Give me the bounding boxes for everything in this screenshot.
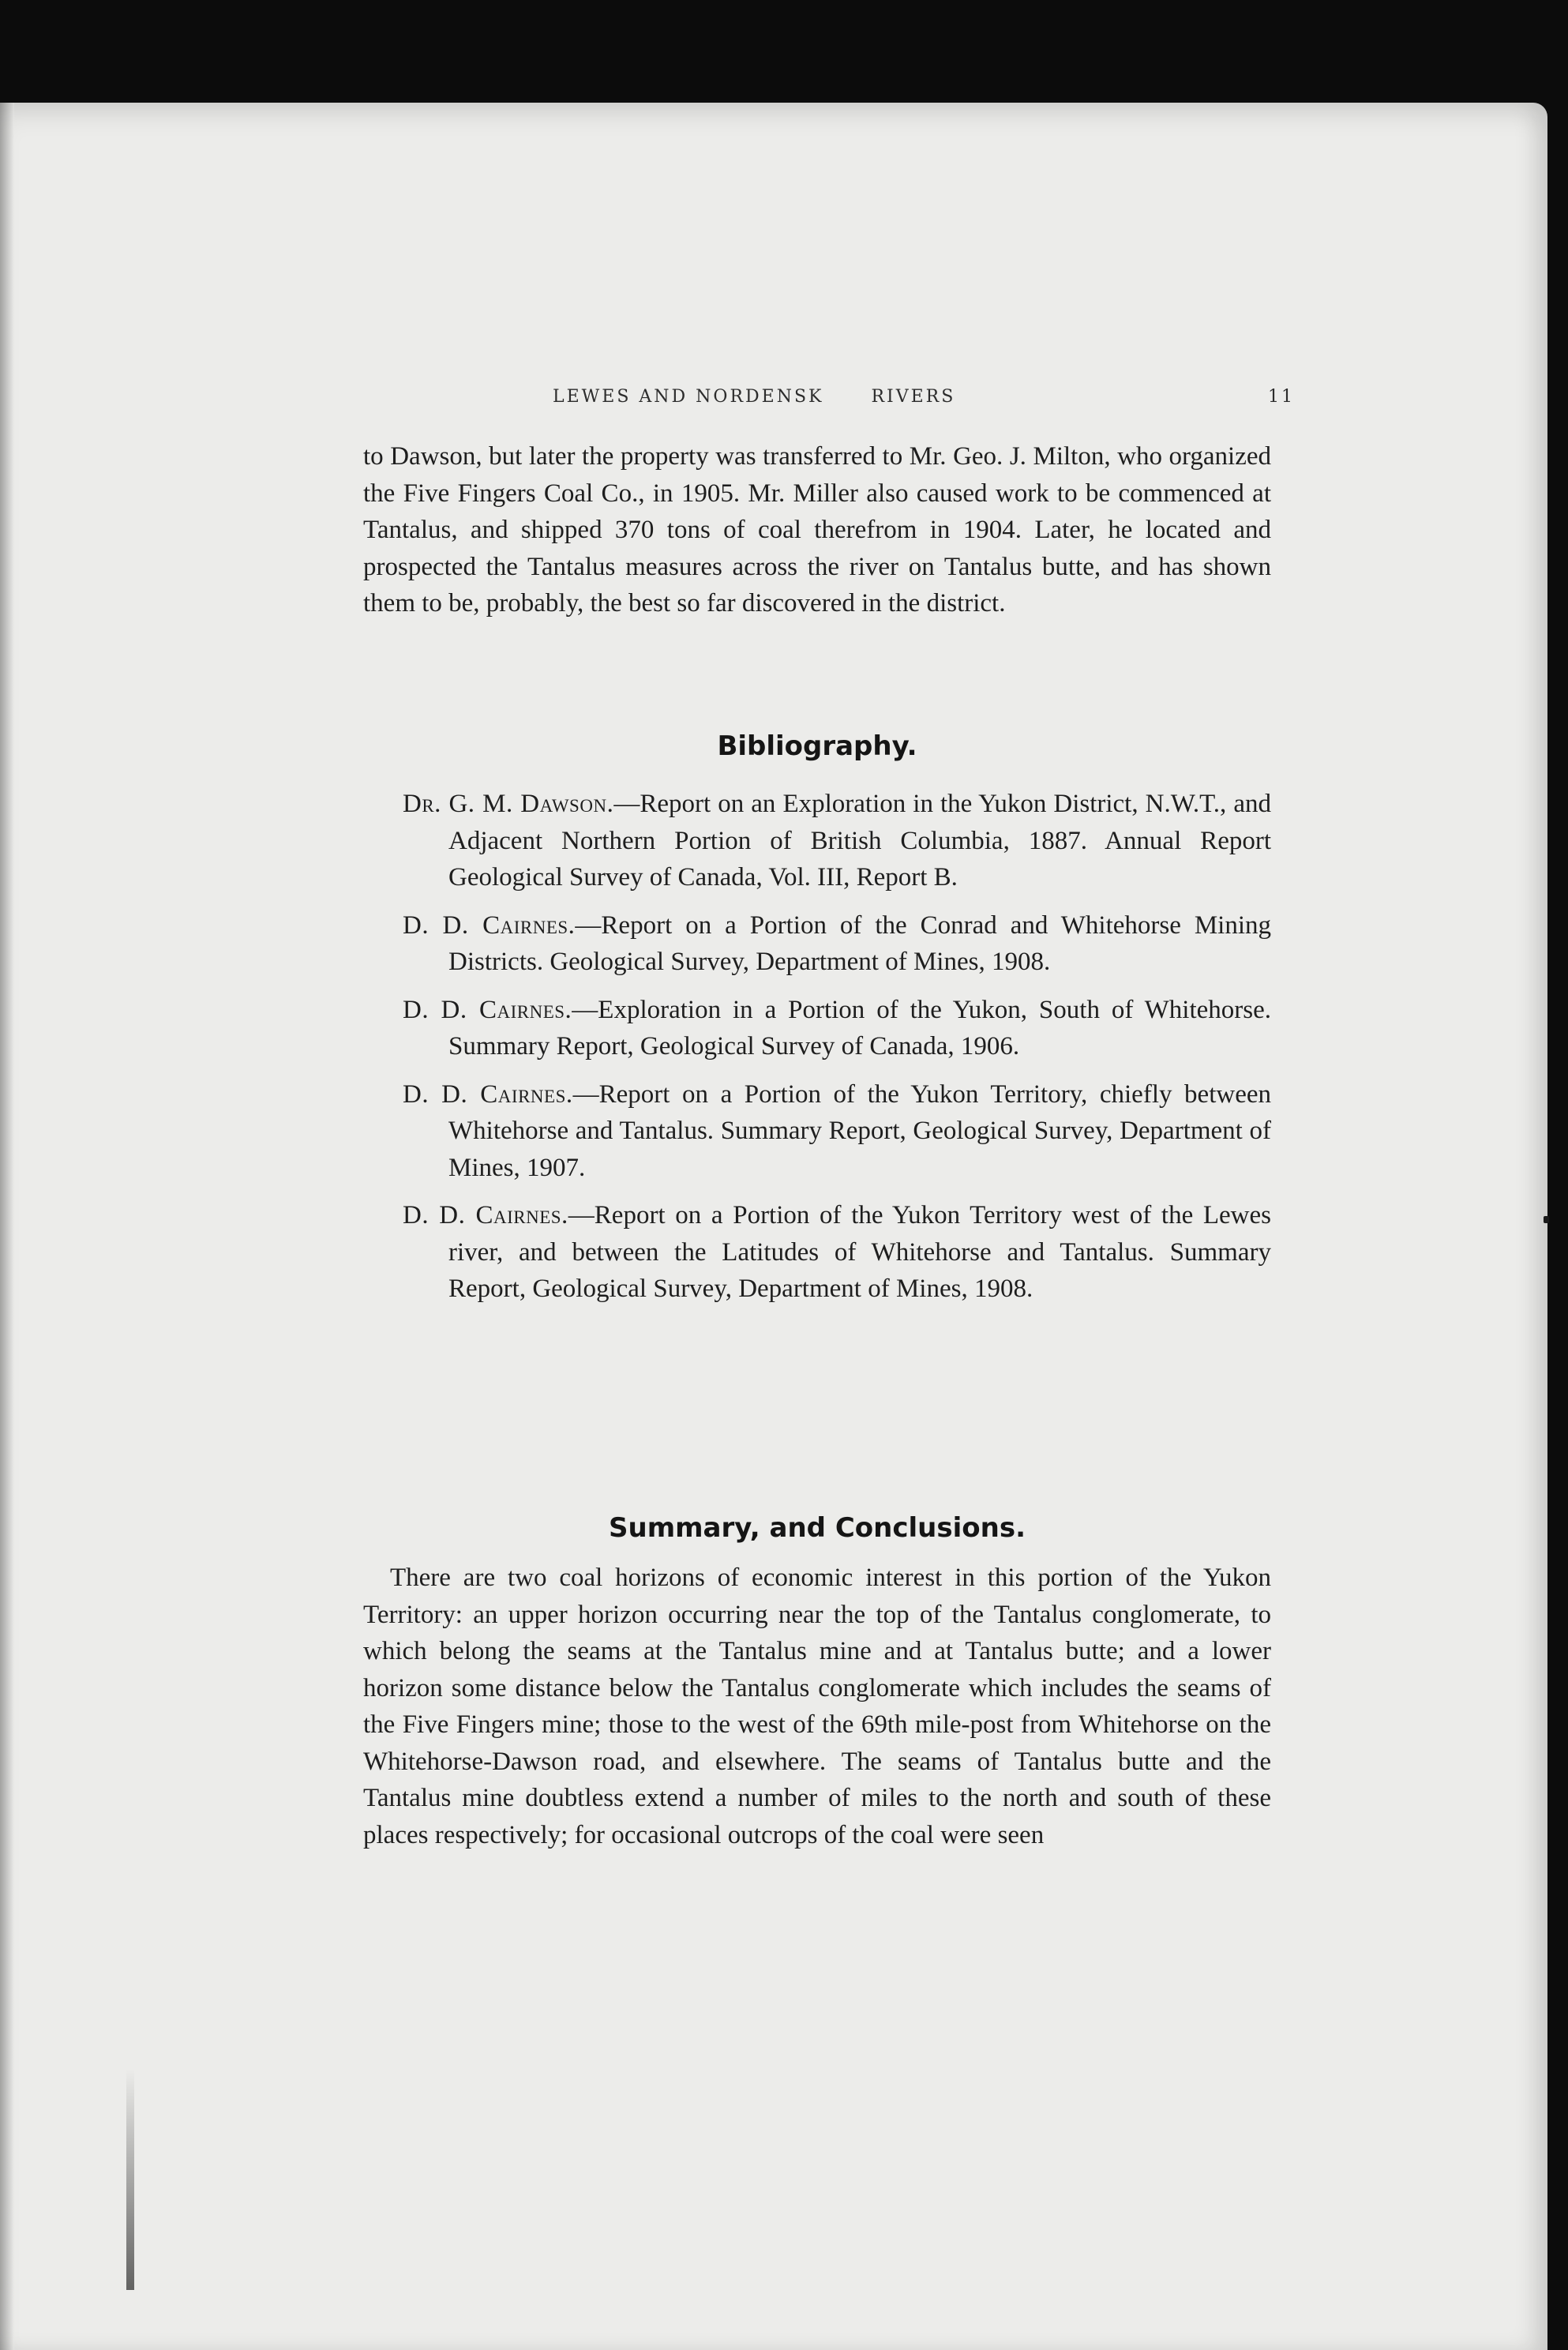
- dust-speck: [1544, 1216, 1549, 1223]
- binding-shadow: [126, 2069, 134, 2290]
- bibliography-entry: [403, 1076, 1271, 1187]
- running-head-left: LEWES AND NORDENSK: [553, 387, 824, 407]
- bibliography-entry: [403, 992, 1271, 1065]
- reference-author: D. D. Cairnes.: [403, 995, 572, 1024]
- bibliography-entry: [403, 907, 1271, 981]
- bibliography-entry: [403, 786, 1271, 896]
- running-head: [553, 387, 1295, 407]
- reference-text: —Report on a Portion of the Yukon Territory west of the Lewes river, and between the Latitudes of Whitehorse and Tantalus. Summary Report, Geological Survey, Department of Mines, 1908.: [448, 1201, 1271, 1303]
- running-head-right: RIVERS: [871, 387, 956, 407]
- reference-author: Dr. G. M. Dawson.: [403, 790, 614, 818]
- page-edge-shadow: [0, 103, 14, 2350]
- bibliography-list: [403, 786, 1271, 1319]
- reference-author: D. D. Cairnes.: [403, 910, 576, 940]
- reference-author: D. D. Cairnes.: [403, 1079, 573, 1109]
- bibliography-entry: [403, 1197, 1271, 1308]
- reference-author: D. D. Cairnes.: [403, 1201, 568, 1229]
- summary-paragraph: There are two coal horizons of economic interest in this portion of the Yukon Territory: an upper horizon occurring near the top of the Tantalus conglomerate, to which belong the seams at the Tantalus mine and at Tantalus butte; and a lower horizon some distance below the Tantalus conglomerate which includes the seams of the Five Fingers mine; those to the west of the 69th mile-post from Whitehorse on the Whitehorse-Dawson road, and elsewhere. The seams of Tantalus butte and the Tantalus mine doubtless extend a number of miles to the north and south of these places respectively; for occasional outcrops of the coal were seen: [363, 1564, 1271, 1849]
- page-number: 11: [1268, 387, 1295, 407]
- reference-text: —Exploration in a Portion of the Yukon, South of Whitehorse. Summary Report, Geological Survey of Canada, 1906.: [448, 995, 1271, 1061]
- summary-heading: Summary, and Conclusions.: [609, 1512, 1026, 1544]
- reference-text: —Report on a Portion of the Yukon Territory, chiefly between Whitehorse and Tantalus. Summary Report, Geological Survey, Department of Mines, 1907.: [448, 1079, 1271, 1182]
- reference-text: —Report on an Exploration in the Yukon District, N.W.T., and Adjacent Northern Portion of British Columbia, 1887. Annual Report Geological Survey of Canada, Vol. III, Report B.: [448, 790, 1272, 892]
- bibliography-heading: Bibliography.: [717, 730, 917, 762]
- reference-text: —Report on a Portion of the Conrad and Whitehorse Mining Districts. Geological Survey, Department of Mines, 1908.: [448, 910, 1272, 976]
- intro-paragraph: to Dawson, but later the property was transferred to Mr. Geo. J. Milton, who organized the Five Fingers Coal Co., in 1905. Mr. Miller also caused work to be commenced at Tantalus, and shipped 370 tons of coal therefrom in 1904. Later, he located and prospected the Tantalus measures across the river on Tantalus butte, and has shown them to be, probably, the best so far discovered in the district.: [363, 442, 1271, 618]
